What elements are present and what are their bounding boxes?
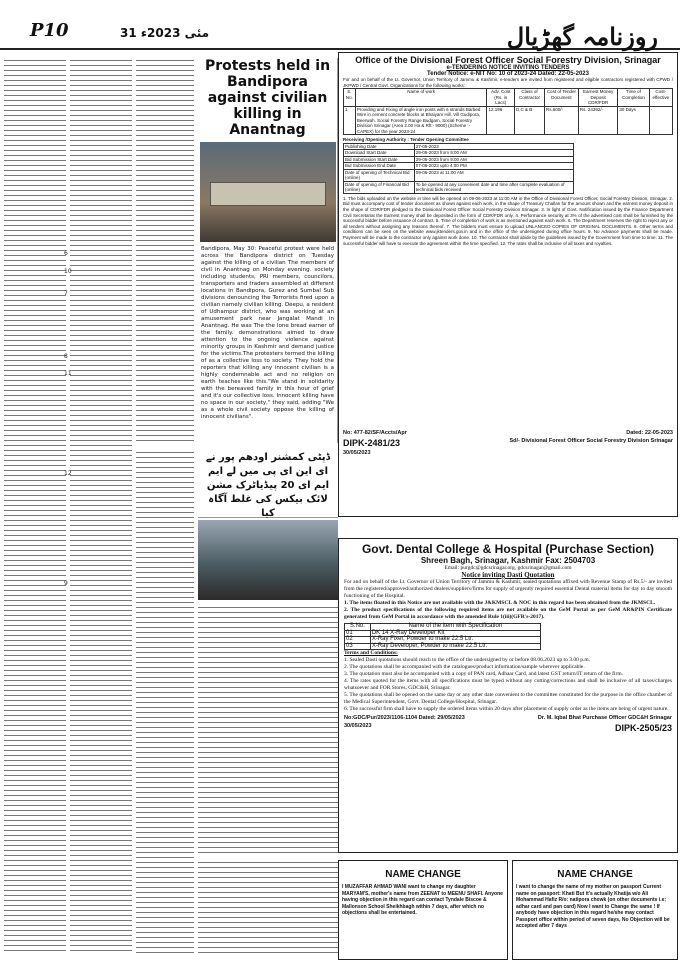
td: 09-06-2023 at 11:00 AM (414, 169, 573, 181)
td: To be opened at any convenient date and time after complete evaluation of technical bids received (414, 181, 573, 193)
urdu-headline: ڈپٹی کمشنر اودھم پور نے ای این ای پی میں لے ایم ایم ای 20 پیڈیاٹرک مشن لائک بیکس کی غلط آگاہ کیا (198, 448, 338, 518)
items-table (344, 623, 541, 650)
td: 29-05-2023 from 9:00 AM (414, 156, 573, 163)
td: 07-06-2023 upto 4:00 PM (414, 163, 573, 170)
ad2-address: Shreen Bagh, Srinagar, Kashmir Fax: 2504703 (420, 556, 596, 565)
page-number: P10 (30, 20, 69, 41)
td: Rs.600/- (544, 106, 578, 135)
ad2-no: No:GDC/Pur/2023/1106-1104 Dated: 29/05/2023 (344, 715, 465, 721)
schedule-table (343, 143, 574, 194)
column-mark: 6 (64, 250, 68, 257)
ad2-term: 1. Sealed Dasti quotations should reach to the office of the undersigned by or before 08.06.2023 up to 3.00 p.m. (344, 657, 590, 663)
td: 29-05-2023 from 9:00 AM (414, 150, 573, 157)
ad-subtitle: e-TENDERING NOTICE INVITING TENDERS (446, 65, 570, 71)
td: 03 (345, 643, 371, 650)
urdu-column-3b (136, 450, 194, 955)
english-story (198, 58, 338, 443)
urdu-column-2 (70, 58, 132, 955)
tender-notice-no: Tender Notice: e-NIT No: 10 of 2023-24 Dated: 22-05-2023 (427, 71, 589, 77)
column-mark: 11 (64, 370, 72, 377)
ad2-note1: 1. The items floated in this Notice are not available with the J&KMSCL & NOC in this regard has been obtained from the JKMSCL. (344, 600, 656, 606)
ad2-term: 4. The rates quoted for the items with all specifications must be typed without any cutting/corrections and shall be inclusive of all taxes/charges whatsoever and FOR Stores, GDC&H, Srinagar. (344, 678, 672, 691)
column-mark: 8 (64, 353, 68, 360)
ad2-dipk: DIPK-2505/23 (614, 723, 672, 733)
td: 12.196 (487, 106, 515, 135)
nc1-title: NAME CHANGE (385, 869, 461, 880)
td: X-Ray Developer, Powder to make 22.5 Ltr. (370, 643, 540, 650)
ad2-term: 2. The quotations shall be accompanied with the catalogues/product information/sample wherever applicable. (344, 664, 585, 670)
meeting-photo (198, 520, 338, 600)
ad-intro: For and on behalf of the Lt. Governor, Union Territory of Jammu & Kashmir, e-tenders are invited from registered and eligible contractors registered with CPWD / JKPWD / Central Govt. Organizations for the following works: (343, 77, 673, 88)
th: S.No. (345, 624, 371, 631)
th: Name of work (355, 89, 487, 107)
th: Cost-effective (649, 89, 672, 107)
ad2-notice: Notice inviting Dasti Quotation (461, 571, 555, 579)
ad2-title: Govt. Dental College & Hospital (Purchase Section) (361, 542, 655, 556)
newspaper-masthead: روزنامہ گھڑیال (506, 22, 658, 51)
urdu-column-1 (4, 58, 66, 955)
nc2-title: NAME CHANGE (557, 869, 633, 880)
ad-pub-date: 30/05/2023 (343, 449, 371, 456)
ad-dipk: DIPK-2481/23 (343, 437, 401, 448)
ad2-note2: 2. The product specifications of the following required items are not available on the GeM Portal as per GeM AR&PIN Certificate generated from GeM Portal in accordance with the amended Rule 1(iii)(GFR's-2017). (344, 607, 672, 620)
th: Name of the item with Specification (370, 624, 540, 631)
forest-tender-ad (338, 52, 678, 517)
td: Publishing Date (344, 143, 415, 150)
td: Bid Submission End Date (344, 163, 415, 170)
ad-signed: Sd/- Divisional Forest Officer Social Forestry Division Srinagar (509, 437, 673, 444)
td: D,C & B (515, 106, 545, 135)
column-mark: 7 (64, 290, 68, 297)
th: S. No. (344, 89, 356, 107)
urdu-column-3 (136, 58, 194, 443)
ad2-term: 3. The quotation must also be accompanied with a copy of PAN card, Adhaar Card, and latest GST return/IT return of the firm. (344, 671, 624, 677)
td: 01 (345, 630, 371, 637)
schedule-title: Receiving /Opening Authority : Tender Opening Committee (343, 137, 469, 143)
dental-college-ad (338, 538, 678, 853)
column-mark: 12 (64, 470, 72, 477)
td: DK 14 X-Ray Developer Kit (370, 630, 540, 637)
td: 27-05-2023 (414, 143, 573, 150)
story-headline: Protests held in Bandipora against civilian killing in Anantnag (204, 58, 331, 138)
td: 02 (345, 637, 371, 644)
nc1-body: I MUZAFFAR AHMAD WANI want to change my daughter MARYAM'S, mother's name from ZEENAT to MEENU SHAFI. Anyone having objection in this regard can contact Tyndale Biscoe & Mallonson School Sheikhbagh within 7 days, after which no objections shall be entertained. (342, 884, 503, 916)
th: Time of Completion (618, 89, 649, 107)
td: Date of opening of Financial Bid (online) (344, 181, 415, 193)
ad2-email: Email: purgdc@gdcsrinagar.org, gdcsrinagar@gmail.com (444, 565, 572, 571)
td: Download Start Date (344, 150, 415, 157)
works-table (343, 88, 673, 135)
name-change-ad-1 (338, 860, 508, 960)
ad2-term: 6. The successful firm shall have to supply the ordered items within 20 days after placement of supply order as the items are being of urgent nature. (344, 706, 669, 712)
td: X-Ray Fixer, Powder to make 22.5 Ltr. (370, 637, 540, 644)
issue-date: 31 مئی 2023ء (120, 26, 210, 40)
ad-office: Office of the Divisional Forest Officer Social Forestry Division, Srinagar (355, 55, 661, 65)
story-body: Bandipora, May 30: Peaceful protest were held across the Bandipora district on Tuesday against the killing of a civilian The members of civil in Anantnag on Monday evening. society including students, PRI members, councilors, transporters and traders assembled at different locations in Bandipora, Gurez and Sumbal Sub divisions denouncing the Terrorists fired upon a civilian namely civilian killing. Deepu, a resident of Udhampur district, who was working at an amusement park near Jangalat Mandi in Anantnag. He was The the lone bread earner of the family. demonstrations aimed to draw attention to the ongoing violence against minority groups in Kashmir and demand justice for the victims.The protesters termed the killing of as a collective loss to society. They hold the reporters that killing any innocent civilian is a highly condemnable act and no religion on earth teaches like this."We stand in solidarity with the bereaved family in this hour of grief and it's our collective loss. Innocent killing have no space in our society," they said, adding "We as a whole civil society oppose the killing of innocent civilians". (201, 246, 334, 420)
nc2-body: I want to change the name of my mother on passport Current name on passport: Khati But it's actually Khatija w/o Ali Mohammad Hafiz R/o: natipora chowk (on other documents i.e; adhar card and pan card) Now I want to Change the same ! If anybody have objection in this regard he/she may contact Passport office within period of seven days, No Objection will be accepted after 7 days (516, 884, 670, 929)
th: Earnest Money Deposit CDR/FDR (578, 89, 618, 107)
ad-dated: Dated: 22-05-2023 (626, 429, 673, 436)
ad-no: No: 477-82/SF/Accts/Apr (343, 429, 407, 436)
page-header (0, 0, 680, 50)
td: 1 (344, 106, 356, 135)
urdu-article-bottom (198, 860, 338, 955)
td: - (649, 106, 672, 135)
ad2-term: 5. The quotations shall be opened on the same day or any other date convenient to the committee constituted for the purpose in the office chamber of the Medical Superintendent, Govt. Dental College/Hospital, Srinagar. (344, 692, 672, 705)
th: Class of Contractor (515, 89, 545, 107)
td: Bid Submission Start Date (344, 156, 415, 163)
table-row (344, 106, 673, 135)
td: Rs. 24392/- (578, 106, 618, 135)
ad2-pub-date: 30/05/2023 (344, 723, 372, 729)
ad2-intro: For and on behalf of the Lt. Governor of Union Territory of Jammu & Kashmir, sealed quotations affixed with Revenue Stamp of Rs.5/- are invited from the registered/approved/authorized dealers/suppliers/firms for supply of urgently required essential Dental material items for day to day smooth functioning of the Hospital. (344, 579, 672, 599)
protest-photo (200, 142, 336, 242)
td: Providing and Fixing of angle iron posts with 6 strands Barbed Wire in cement concrete blocks at Bhaiyam Hill, Vill Gudipora, Beerwah. Social Forestry Range Budgam, Social Forestry Division Srinagar (Area 2.00 Ha & Rft:- 9000) (Scheme :- CAPEX) for the year 2023-24 (355, 106, 487, 135)
ad2-terms-title: Terms and Conditions: (344, 650, 398, 656)
td: 30 Days (618, 106, 649, 135)
urdu-article (198, 605, 338, 853)
table-row (345, 643, 541, 650)
ad2-signed: Dr. M. Iqbal Bhat Purchase Officer GDC&H Srinagar (537, 715, 672, 721)
column-mark: 10 (64, 268, 72, 275)
th: Adv. Cost (Rs. in Lacs) (487, 89, 515, 107)
name-change-ad-2 (512, 860, 678, 960)
td: Date of opening of Technical Bid (online) (344, 169, 415, 181)
th: Cost of Tender Document (544, 89, 578, 107)
ad-terms: 1. The bids uploaded on the website in time will be opened on 09-06-2023 at 11:00 AM in the Office of Divisional Forest Officer, Social Forestry Division, Srinagar. 2. Bid must accompany cost of tender document as shown against each work, in the shape of Treasury Challan for the amount shown and the earnest money deposit in the shape of CDR/FDR pledged to the Divisional Forest Officer Social Forestry Division Srinagar. 3. In light of Govt. Notification issued by the Finance Department Civil Secretariat the Earnest money shall be deposited in the form of CDR/FDR only. 4. Performance security at 3% of the advertised cost shall be furnished by the successful bidder before issuance of contract. 5. Time of completion of work is as mentioned against each work. 6. The Department reserves the right to reject any or all tenders without assigning any reasons thereof. 7. The bidders must ensure to upload UNLANCED COPIES OF ORIGINAL DOCUMENTS. 8. Other terms and conditions can be seen on the website www.jktenders.gov.in and in the office of the undersigned during office hours. 9. No Advance payments shall be made. Payment will be made to the contractor only against work done. 10. The contractor shall abide by the guidelines issued by the Government from time to time. 11. The successful bidder will have to execute the agreement within the time specified. 12. The rates shall be inclusive of all taxes and royalties. (343, 195, 673, 246)
column-mark: 9 (64, 580, 68, 587)
